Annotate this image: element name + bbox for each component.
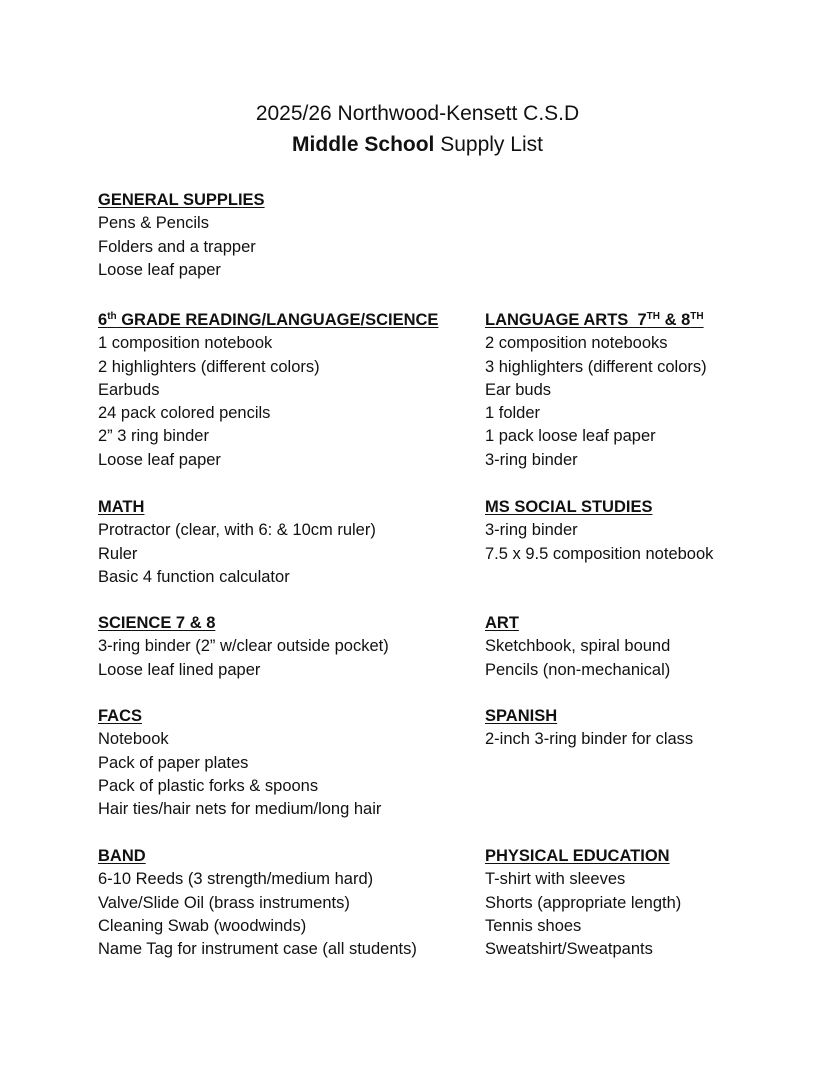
list-item: Basic 4 function calculator	[98, 567, 290, 586]
section-heading	[485, 309, 707, 332]
list-item: Ear buds	[485, 380, 552, 399]
section-heading: ART	[485, 614, 519, 632]
subtitle-bold: Middle School	[292, 133, 435, 156]
list-item: Pack of paper plates	[98, 753, 249, 772]
section-physical-education	[485, 845, 681, 961]
list-item: Pencils (non-mechanical)	[485, 660, 671, 679]
list-item: Loose leaf lined paper	[98, 660, 261, 679]
list-item: Ruler	[98, 544, 138, 563]
list-item: 3-ring binder	[485, 521, 578, 540]
heading-part: & 8	[660, 311, 691, 329]
section-6th-grade	[98, 309, 438, 472]
list-item: T-shirt with sleeves	[485, 870, 626, 889]
heading-part: LANGUAGE ARTS 7	[485, 311, 647, 329]
list-item: Loose leaf paper	[98, 450, 221, 469]
section-art	[485, 612, 670, 682]
list-item: Notebook	[98, 730, 169, 749]
section-spanish	[485, 705, 693, 752]
list-item: Pens & Pencils	[98, 214, 209, 233]
section-facs	[98, 705, 381, 821]
document-title: 2025/26 Northwood-Kensett C.S.D	[255, 102, 580, 125]
subtitle-rest: Supply List	[434, 133, 543, 156]
list-item: 1 pack loose leaf paper	[485, 427, 656, 446]
list-item: Valve/Slide Oil (brass instruments)	[98, 893, 350, 912]
list-item: 2” 3 ring binder	[98, 427, 209, 446]
list-item: 2 highlighters (different colors)	[98, 357, 320, 376]
heading-superscript: TH	[646, 311, 660, 322]
section-heading: BAND	[98, 847, 146, 865]
document-header	[0, 98, 835, 160]
list-item: Hair ties/hair nets for medium/long hair	[98, 800, 382, 819]
section-language-arts	[485, 309, 707, 472]
list-item: Shorts (appropriate length)	[485, 893, 682, 912]
list-item: Sweatshirt/Sweatpants	[485, 940, 653, 959]
list-item: Cleaning Swab (woodwinds)	[98, 916, 307, 935]
section-heading: PHYSICAL EDUCATION	[485, 847, 670, 865]
list-item: Loose leaf paper	[98, 260, 221, 279]
section-heading: SPANISH	[485, 707, 558, 725]
section-math	[98, 496, 376, 589]
list-item: Name Tag for instrument case (all students)	[98, 940, 417, 959]
section-social-studies	[485, 496, 713, 566]
section-science	[98, 612, 389, 682]
section-heading: MATH	[98, 498, 145, 516]
list-item: 3-ring binder (2” w/clear outside pocket)	[98, 637, 389, 656]
list-item: 24 pack colored pencils	[98, 404, 271, 423]
section-heading	[98, 309, 438, 332]
heading-part: GRADE READING/LANGUAGE/SCIENCE	[116, 311, 439, 329]
section-heading: SCIENCE 7 & 8	[98, 614, 216, 632]
list-item: 2-inch 3-ring binder for class	[485, 730, 694, 749]
heading-part: 6	[98, 311, 108, 329]
section-general-supplies	[98, 189, 265, 282]
heading-superscript: TH	[690, 311, 704, 322]
section-heading: MS SOCIAL STUDIES	[485, 498, 653, 516]
list-item: 1 folder	[485, 404, 541, 423]
list-item: Folders and a trapper	[98, 237, 256, 256]
section-heading: FACS	[98, 707, 143, 725]
list-item: 2 composition notebooks	[485, 334, 668, 353]
list-item: Tennis shoes	[485, 916, 582, 935]
list-item: 6-10 Reeds (3 strength/medium hard)	[98, 870, 374, 889]
list-item: Sketchbook, spiral bound	[485, 637, 671, 656]
list-item: Earbuds	[98, 380, 160, 399]
list-item: 7.5 x 9.5 composition notebook	[485, 544, 714, 563]
list-item: Pack of plastic forks & spoons	[98, 776, 319, 795]
document-subtitle	[0, 129, 835, 160]
list-item: 1 composition notebook	[98, 334, 273, 353]
list-item: 3 highlighters (different colors)	[485, 357, 707, 376]
heading-superscript: th	[107, 311, 117, 322]
list-item: Protractor (clear, with 6: & 10cm ruler)	[98, 521, 376, 540]
section-heading: GENERAL SUPPLIES	[98, 191, 265, 209]
section-band	[98, 845, 417, 961]
list-item: 3-ring binder	[485, 450, 578, 469]
